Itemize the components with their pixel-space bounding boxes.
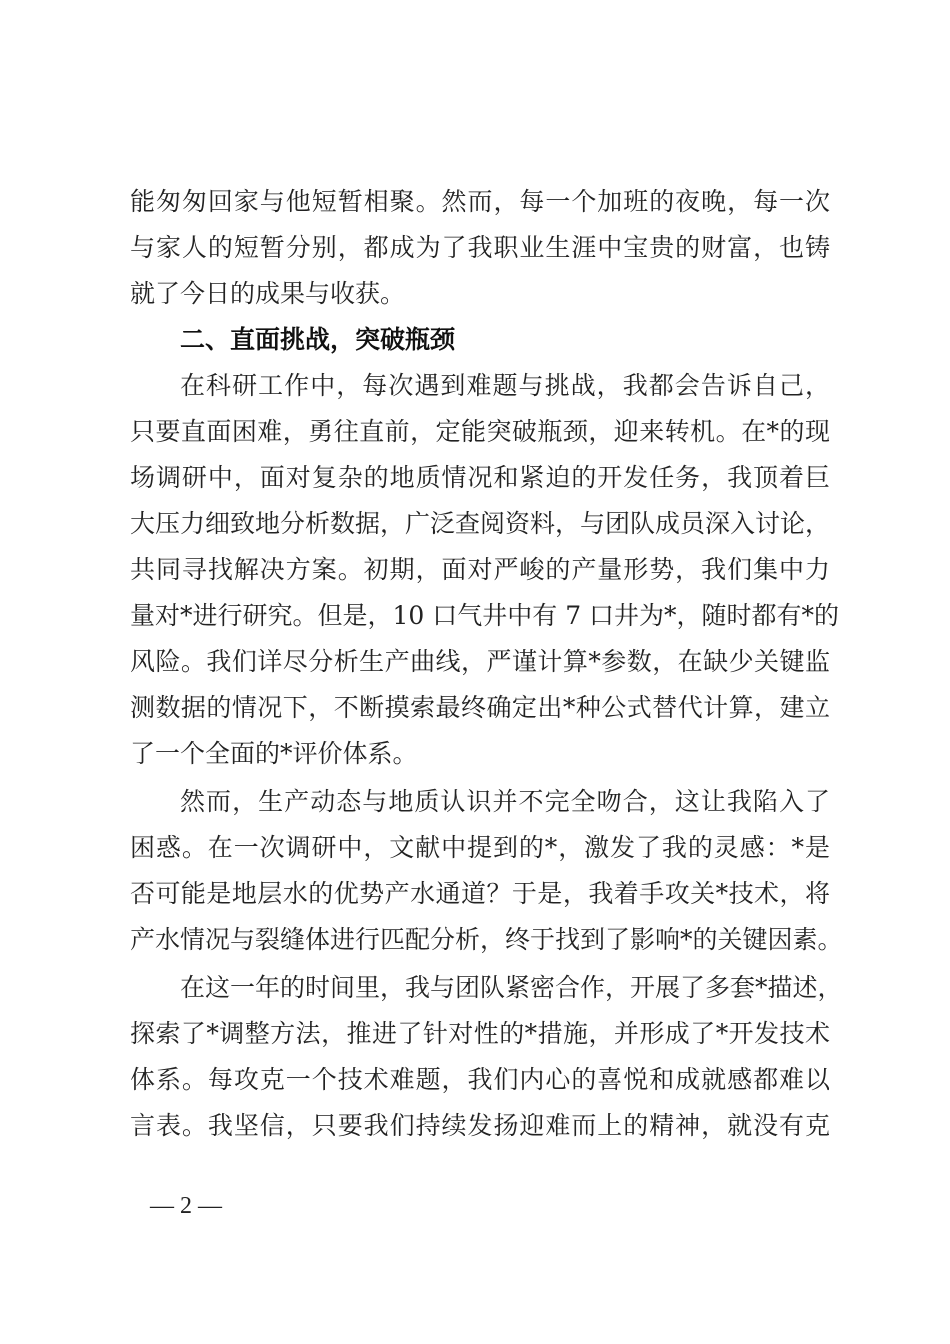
paragraph-1-line-3: 就了今日的成果与收获。 bbox=[130, 279, 406, 308]
page-number: — 2 — bbox=[150, 1193, 222, 1219]
paragraph-2-line-3: 场调研中，面对复杂的地质情况和紧迫的开发任务，我顶着巨 bbox=[130, 463, 830, 492]
paragraph-2-line-8: 测数据的情况下，不断摸索最终确定出*种公式替代计算，建立 bbox=[130, 693, 830, 722]
paragraph-3-line-4: 产水情况与裂缝体进行匹配分析，终于找到了影响*的关键因素。 bbox=[130, 925, 843, 954]
section-heading: 二、直面挑战，突破瓶颈 bbox=[180, 325, 456, 354]
paragraph-2-line-5: 共同寻找解决方案。初期，面对严峻的产量形势，我们集中力 bbox=[130, 555, 830, 584]
paragraph-2-line-6: 量对*进行研究。但是，10 口气井中有 7 口井为*，随时都有*的 bbox=[130, 601, 840, 630]
paragraph-4-line-1: 在这一年的时间里，我与团队紧密合作，开展了多套*描述， bbox=[180, 973, 843, 1002]
paragraph-1-line-2: 与家人的短暂分别，都成为了我职业生涯中宝贵的财富，也铸 bbox=[130, 233, 830, 262]
paragraph-1-line-1: 能匆匆回家与他短暂相聚。然而，每一个加班的夜晚，每一次 bbox=[130, 187, 830, 216]
paragraph-2-line-2: 只要直面困难，勇往直前，定能突破瓶颈，迎来转机。在*的现 bbox=[130, 417, 830, 446]
paragraph-4-line-4: 言表。我坚信，只要我们持续发扬迎难而上的精神，就没有克 bbox=[130, 1111, 830, 1140]
paragraph-2-line-1: 在科研工作中，每次遇到难题与挑战，我都会告诉自己， bbox=[180, 371, 830, 400]
paragraph-3-line-3: 否可能是地层水的优势产水通道？于是，我着手攻关*技术，将 bbox=[130, 879, 830, 908]
paragraph-2-line-9: 了一个全面的*评价体系。 bbox=[130, 739, 418, 768]
paragraph-3-line-1: 然而，生产动态与地质认识并不完全吻合，这让我陷入了 bbox=[180, 787, 830, 816]
paragraph-3-line-2: 困惑。在一次调研中，文献中提到的*，激发了我的灵感：*是 bbox=[130, 833, 830, 862]
paragraph-2-line-4: 大压力细致地分析数据，广泛查阅资料，与团队成员深入讨论， bbox=[130, 509, 831, 538]
paragraph-4-line-2: 探索了*调整方法，推进了针对性的*措施，并形成了*开发技术 bbox=[130, 1019, 830, 1048]
paragraph-2-line-7: 风险。我们详尽分析生产曲线，严谨计算*参数，在缺少关键监 bbox=[130, 647, 830, 676]
paragraph-4-line-3: 体系。每攻克一个技术难题，我们内心的喜悦和成就感都难以 bbox=[130, 1065, 830, 1094]
